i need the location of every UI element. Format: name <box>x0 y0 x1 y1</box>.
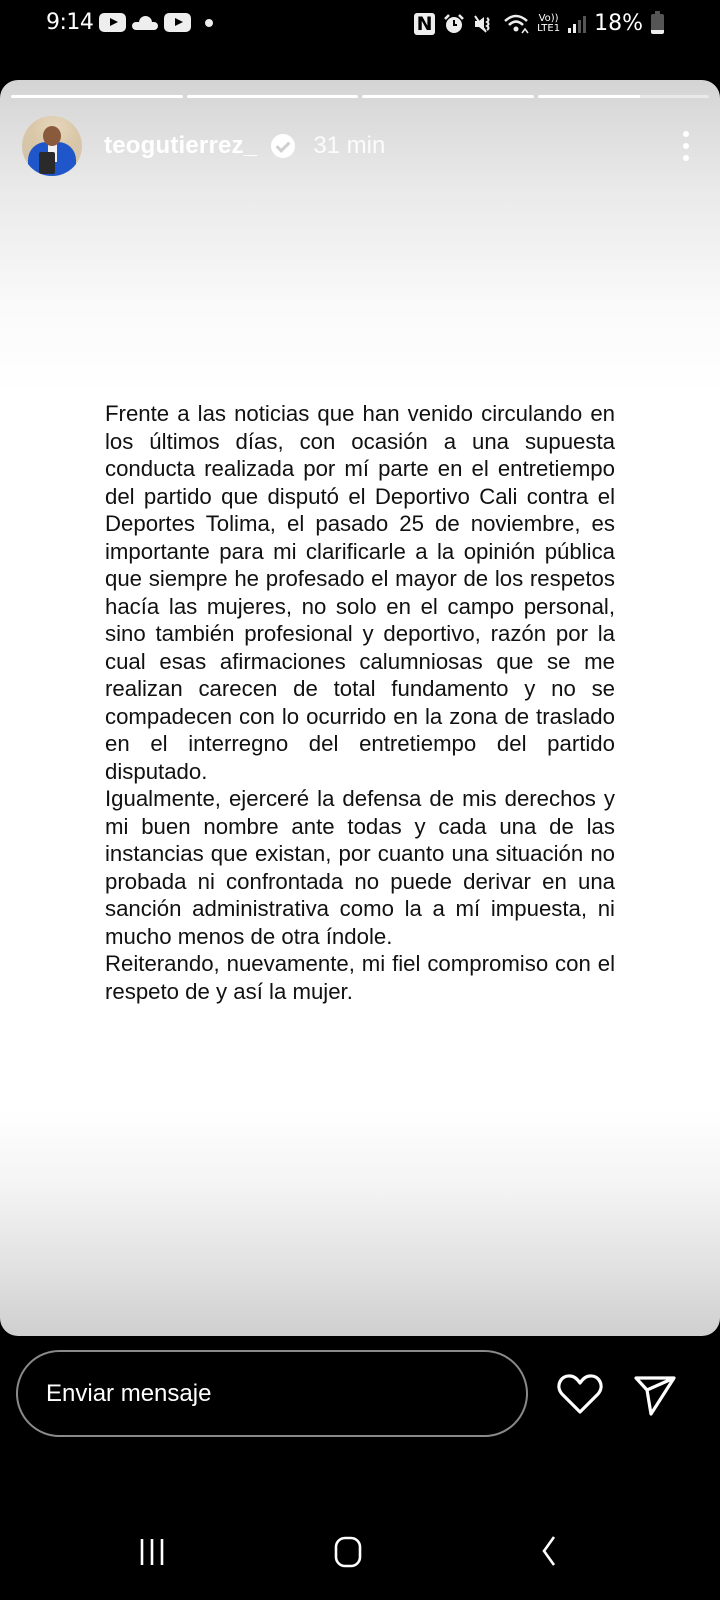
youtube-icon <box>99 13 126 32</box>
alarm-icon <box>443 13 465 35</box>
back-icon[interactable] <box>518 1533 578 1569</box>
progress-segment <box>11 95 183 98</box>
volte-lte-icon <box>537 14 560 34</box>
progress-segment <box>187 95 359 98</box>
dot-icon <box>205 19 213 27</box>
statement-paragraph: Reiterando, nuevamente, mi fiel compromiso con el respeto de y así la mujer. <box>105 951 615 1004</box>
status-bar-right <box>414 11 664 36</box>
more-vertical-icon[interactable] <box>676 131 696 161</box>
statement-paragraph: Frente a las noticias que han venido circulando en los últimos días, con ocasión a una supuesta conducta realizada por mí parte en el entretiempo del partido que disputó el Deportivo Cali contra el Deportes Tolima, el pasado 25 de noviembre, es importante para mi clarificarle a la opinión pública que siempre he profesado el mayor de los respetos hacía las mujeres, no solo en el campo personal, sino también profesional y deportivo, razón por la cual esas afirmaciones calumniosas que se me realizan carecen de total fundamento y no se compadecen con lo ocurrido en la zona de traslado en el interregno del entretiempo del partido disputado. <box>105 401 615 784</box>
progress-segment <box>362 95 534 98</box>
nfc-icon: N <box>414 13 435 35</box>
post-time: 31 min <box>313 132 386 159</box>
story-header <box>22 116 698 176</box>
send-message-field[interactable] <box>16 1350 528 1437</box>
send-icon[interactable] <box>632 1372 678 1418</box>
vibrate-mute-icon <box>473 13 495 35</box>
statement-paragraph: Igualmente, ejerceré la defensa de mis derechos y mi buen nombre ante todas y cada una de las instancias que existan, por cuanto una situación no probada ni confrontada no puede derivar en una sanción administrativa como la a mí impuesta, ni mucho menos de otra índole. <box>105 786 615 949</box>
system-nav-bar <box>0 1480 720 1600</box>
verified-badge-icon <box>271 134 295 158</box>
story-progress-bar <box>11 95 709 98</box>
youtube-icon <box>164 13 191 32</box>
avatar[interactable] <box>22 116 82 176</box>
message-input[interactable] <box>46 1380 526 1408</box>
battery-icon <box>651 14 664 34</box>
status-bar-left <box>46 10 213 35</box>
home-icon[interactable] <box>318 1533 378 1569</box>
clock: 9:14 <box>46 10 94 35</box>
heart-icon[interactable] <box>556 1372 604 1416</box>
battery-percent: 18% <box>594 11 643 36</box>
statement-text <box>105 400 615 1005</box>
recents-icon[interactable] <box>122 1533 182 1569</box>
wifi-icon <box>503 13 529 35</box>
username[interactable]: teogutierrez_ <box>104 132 258 159</box>
story-card[interactable] <box>0 80 720 1336</box>
signal-icon <box>568 15 586 33</box>
status-bar <box>0 0 720 52</box>
progress-segment <box>538 95 710 98</box>
lte-label: LTE1 <box>537 22 561 34</box>
cloud-icon <box>132 16 158 30</box>
volte-label: Vo)) <box>538 12 559 24</box>
